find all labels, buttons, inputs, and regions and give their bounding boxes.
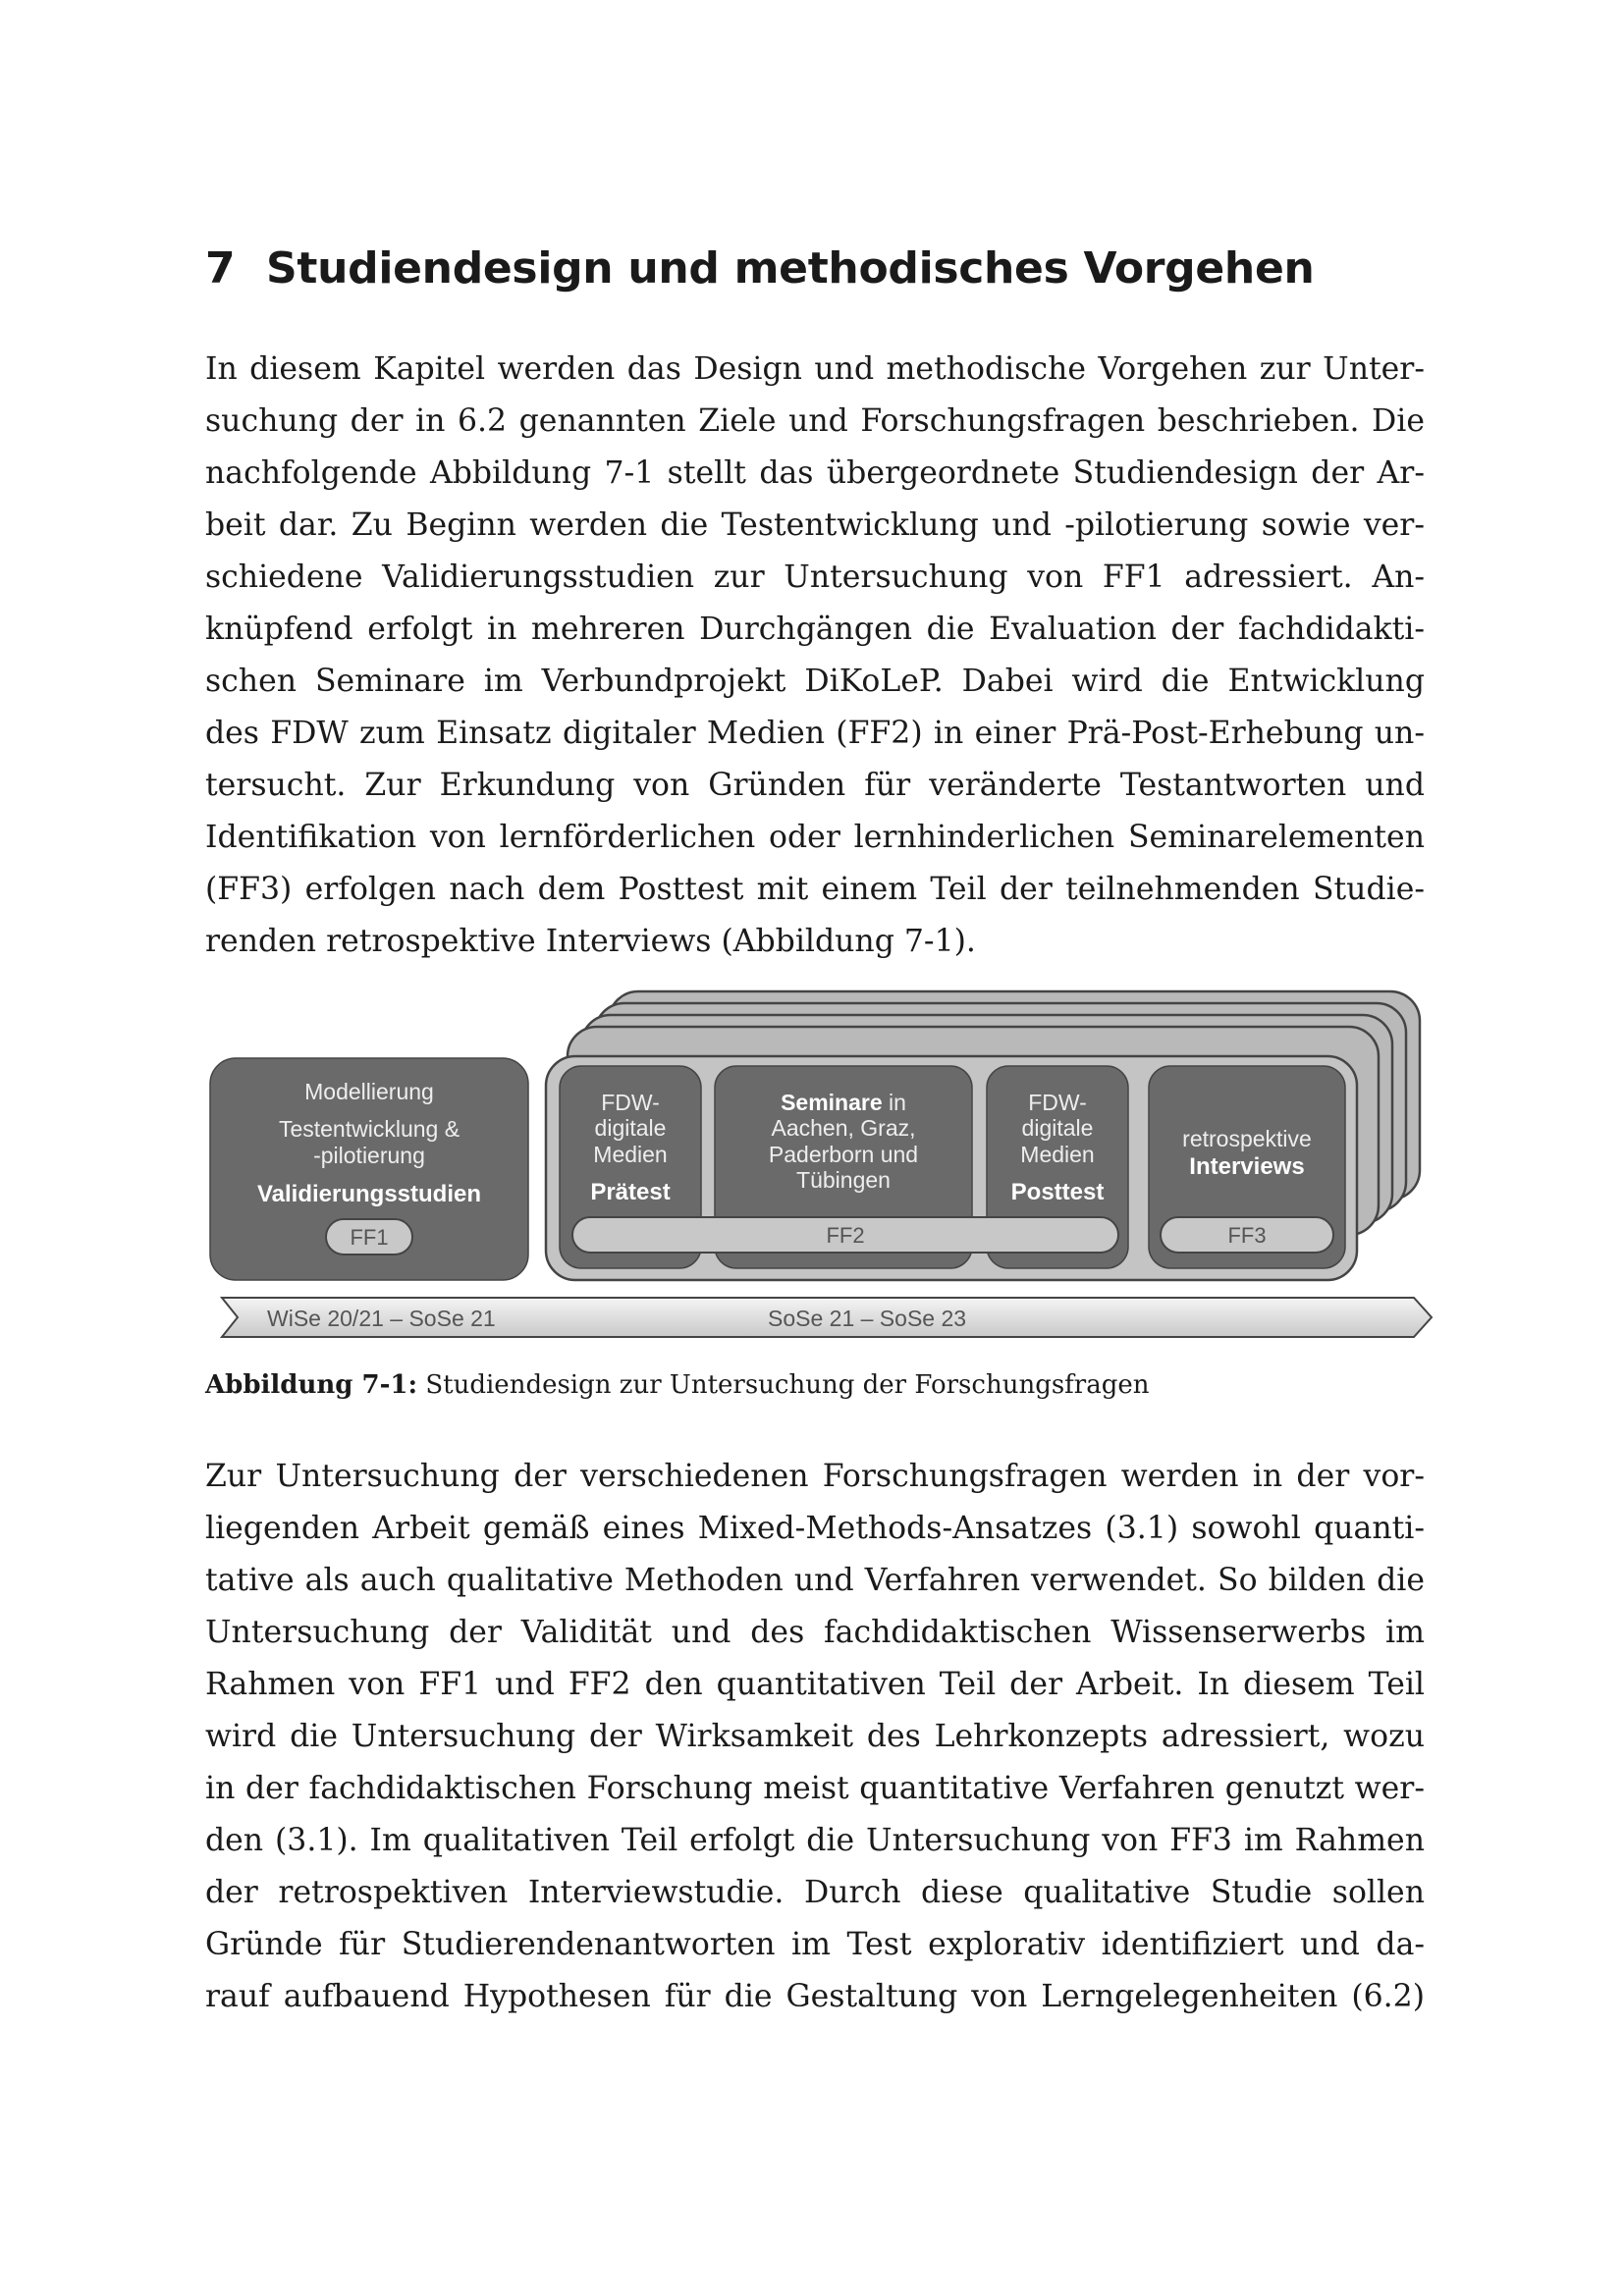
piloting-label: -pilotierung (313, 1143, 425, 1168)
intro-line: schen Seminare im Verbundprojekt DiKoLeP. Dabei wird die Entwicklung (205, 664, 1425, 699)
seminar-line: Paderborn und (768, 1142, 919, 1167)
body-line: Rahmen von FF1 und FF2 den quantitativen Teil der Arbeit. In diesem Teil (205, 1667, 1425, 1702)
intro-line: suchung der in 6.2 genannten Ziele und Forschungsfragen beschrieben. Die (205, 403, 1425, 439)
study-design-figure (196, 982, 1443, 1355)
intro-line: renden retrospektive Interviews (Abbildung 7-1). (205, 924, 976, 959)
body-line: tative als auch qualitative Methoden und Verfahren verwendet. So bilden die (205, 1563, 1425, 1598)
intro-line: In diesem Kapitel werden das Design und methodische Vorgehen zur Unter- (205, 351, 1425, 387)
interview-label: Interviews (1189, 1153, 1305, 1180)
body-line: in der fachdidaktischen Forschung meist quantitative Verfahren genutzt wer- (205, 1771, 1425, 1806)
posttest-label: Posttest (1010, 1179, 1105, 1205)
body-line: Untersuchung der Validität und des fachdidaktischen Wissenserwerbs im (205, 1615, 1425, 1650)
intro-line: Identifikation von lernförderlichen oder lernhinderlichen Seminarelementen (205, 820, 1425, 855)
figure-caption (205, 1370, 1150, 1400)
pretest-line: Medien (593, 1142, 668, 1167)
modelling-label: Modellierung (304, 1079, 434, 1104)
pretest-line: FDW- (601, 1090, 660, 1115)
intro-line: (FF3) erfolgen nach dem Posttest mit einem Teil der teilnehmenden Studie- (205, 872, 1425, 907)
body-line: liegenden Arbeit gemäß eines Mixed-Methods-Ansatzes (3.1) sowohl quanti- (205, 1511, 1425, 1546)
posttest-line: digitale (1021, 1115, 1094, 1141)
body-line: der retrospektiven Interviewstudie. Durch diese qualitative Studie sollen (205, 1875, 1425, 1910)
ff1-tag-label: FF1 (350, 1225, 389, 1250)
intro-line: beit dar. Zu Beginn werden die Testentwicklung und -pilotierung sowie ver- (205, 507, 1425, 543)
pretest-label: Prätest (590, 1179, 671, 1205)
intro-line: tersucht. Zur Erkundung von Gründen für veränderte Testantworten und (205, 768, 1425, 803)
intro-line: des FDW zum Einsatz digitaler Medien (FF2) in einer Prä-Post-Erhebung un- (205, 716, 1425, 751)
posttest-line: Medien (1020, 1142, 1095, 1167)
seminar-title: Seminare in (781, 1090, 906, 1115)
timeline-left-label: WiSe 20/21 – SoSe 21 (267, 1306, 496, 1331)
body-line: Zur Untersuchung der verschiedenen Forschungsfragen werden in der vor- (205, 1459, 1425, 1494)
ff2-tag (572, 1217, 1118, 1253)
intro-line: knüpfend erfolgt in mehreren Durchgängen die Evaluation der fachdidakti- (205, 612, 1425, 647)
pretest-line: digitale (594, 1115, 667, 1141)
posttest-line: FDW- (1028, 1090, 1087, 1115)
ff2-tag-label: FF2 (826, 1223, 865, 1248)
body-line: Gründe für Studierendenantworten im Test explorativ identifiziert und da- (205, 1927, 1425, 1962)
body-paragraph (205, 1451, 1425, 2023)
intro-line: schiedene Validierungsstudien zur Untersuchung von FF1 adressiert. An- (205, 560, 1425, 595)
body-line: wird die Untersuchung der Wirksamkeit des Lehrkonzepts adressiert, wozu (205, 1719, 1425, 1754)
intro-paragraph (205, 344, 1425, 968)
modelling-box (210, 1058, 528, 1280)
body-line: den (3.1). Im qualitativen Teil erfolgt die Untersuchung von FF3 im Rahmen (205, 1823, 1425, 1858)
ff3-tag-label: FF3 (1227, 1223, 1267, 1248)
test-development-label: Testentwicklung & (278, 1116, 460, 1142)
intro-line: nachfolgende Abbildung 7-1 stellt das übergeordnete Studiendesign der Ar- (205, 455, 1425, 491)
caption-label: Abbildung 7-1: (205, 1370, 418, 1400)
timeline-arrow (222, 1298, 1432, 1337)
caption-text: Studiendesign zur Untersuchung der Forschungsfragen (417, 1370, 1150, 1400)
timeline-right-label: SoSe 21 – SoSe 23 (768, 1306, 967, 1331)
chapter-title: Studiendesign und methodisches Vorgehen (266, 243, 1315, 294)
seminar-line: Tübingen (796, 1167, 891, 1193)
chapter-heading (205, 243, 1315, 294)
interview-box (1149, 1066, 1345, 1268)
interview-line: retrospektive (1182, 1126, 1312, 1151)
validation-studies-label: Validierungsstudien (256, 1181, 482, 1207)
chapter-number: 7 (205, 243, 236, 294)
body-line: rauf aufbauend Hypothesen für die Gestaltung von Lerngelegenheiten (6.2) (205, 1979, 1425, 2014)
seminar-line: Aachen, Graz, (771, 1115, 916, 1141)
